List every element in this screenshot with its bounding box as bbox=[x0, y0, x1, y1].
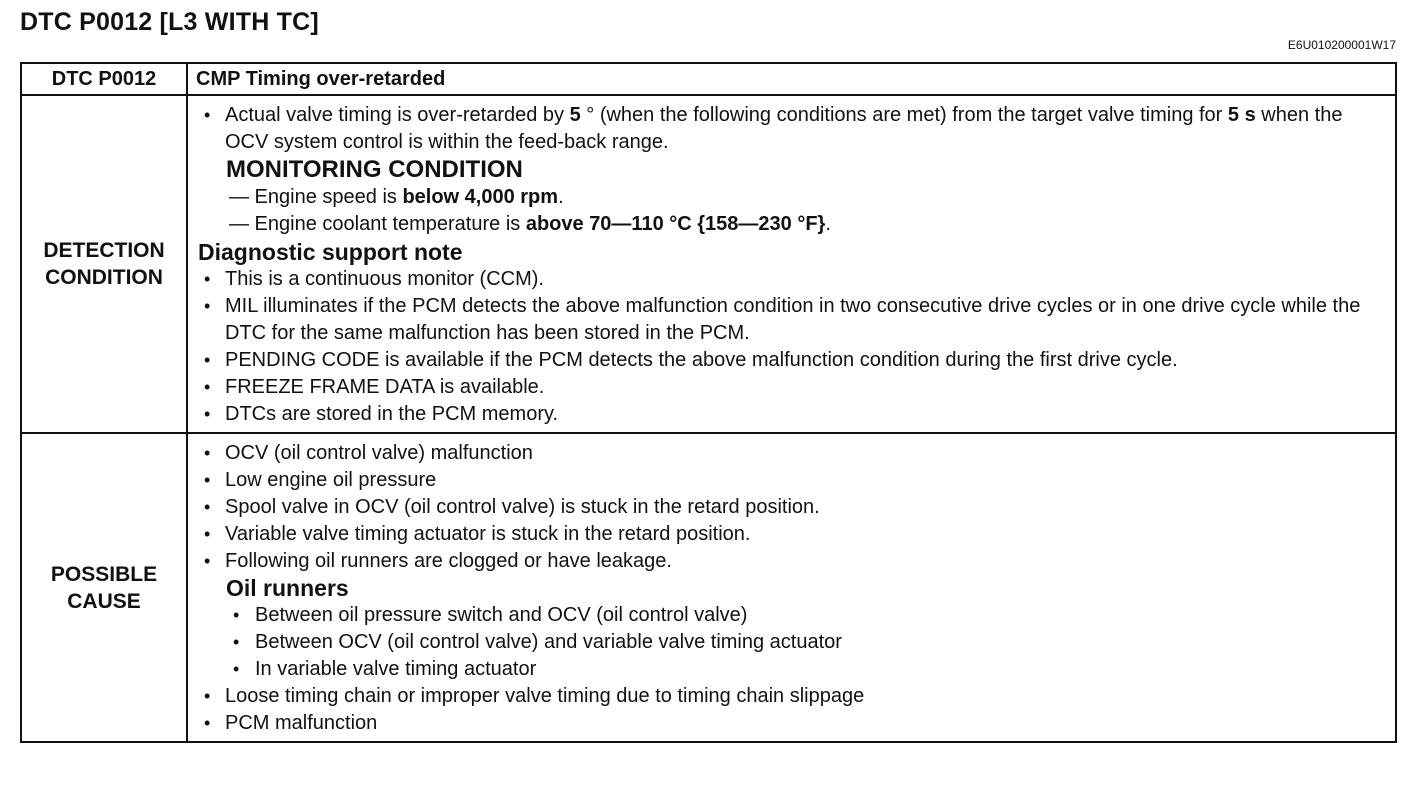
cause-item: • Spool valve in OCV (oil control valve) is stuck in the retard position. bbox=[198, 494, 1385, 521]
bold-text: 5 bbox=[569, 104, 581, 126]
monitoring-condition-heading: MONITORING CONDITION bbox=[226, 156, 523, 183]
cause-label-line2: CAUSE bbox=[67, 589, 141, 613]
header-dtc-code: DTC P0012 bbox=[21, 63, 187, 95]
cause-item: • PCM malfunction bbox=[198, 710, 1385, 737]
monitoring-condition-item bbox=[198, 184, 1385, 211]
header-row bbox=[21, 63, 1396, 95]
monitoring-condition-item bbox=[198, 211, 1385, 238]
detection-row bbox=[21, 95, 1396, 433]
oil-runner-item: • Between OCV (oil control valve) and variable valve timing actuator bbox=[198, 629, 1385, 656]
text: — Engine coolant temperature is bbox=[229, 213, 526, 235]
cause-item: • Following oil runners are clogged or have leakage. bbox=[198, 548, 1385, 575]
dtc-table bbox=[20, 62, 1397, 743]
oil-runner-item: • In variable valve timing actuator bbox=[198, 656, 1385, 683]
text: . bbox=[825, 213, 831, 235]
detection-bullet bbox=[198, 102, 1385, 156]
detection-condition-content bbox=[187, 95, 1396, 433]
text: Actual valve timing is over-retarded by bbox=[225, 104, 570, 126]
text: when the OCV system control is within the feed-back range. bbox=[225, 104, 1343, 153]
note-item: • FREEZE FRAME DATA is available. bbox=[198, 374, 1385, 401]
bold-text: below 4,000 rpm bbox=[402, 186, 559, 208]
detection-label-line2: CONDITION bbox=[45, 266, 163, 289]
bold-text: 5 s bbox=[1227, 104, 1256, 126]
detection-condition-label bbox=[21, 95, 187, 433]
text: ° (when the following conditions are met) from the target valve timing for bbox=[580, 104, 1228, 126]
note-item: • DTCs are stored in the PCM memory. bbox=[198, 401, 1385, 428]
possible-cause-row bbox=[21, 433, 1396, 742]
oil-runners-heading: Oil runners bbox=[226, 575, 349, 601]
diagnostic-note-heading: Diagnostic support note bbox=[198, 239, 463, 265]
cause-label-line1: POSSIBLE bbox=[50, 562, 158, 586]
cause-item: • OCV (oil control valve) malfunction bbox=[198, 440, 1385, 467]
note-item: • MIL illuminates if the PCM detects the above malfunction condition in two consecutive drive cycles or in one drive cycle while the DTC for the same malfunction has been stored in the PCM. bbox=[198, 293, 1385, 347]
page-title: DTC P0012 [L3 WITH TC] bbox=[20, 8, 319, 36]
text: . bbox=[558, 186, 564, 208]
bold-text: above 70—110 °C {158—230 °F} bbox=[525, 213, 826, 235]
possible-cause-label bbox=[21, 433, 187, 742]
note-item: • PENDING CODE is available if the PCM detects the above malfunction condition during the first drive cycle. bbox=[198, 347, 1385, 374]
cause-item: • Low engine oil pressure bbox=[198, 467, 1385, 494]
header-description: CMP Timing over-retarded bbox=[187, 63, 1396, 95]
cause-item: • Variable valve timing actuator is stuck in the retard position. bbox=[198, 521, 1385, 548]
document-code: E6U010200001W17 bbox=[1287, 38, 1396, 52]
note-item: • This is a continuous monitor (CCM). bbox=[198, 266, 1385, 293]
oil-runner-item: • Between oil pressure switch and OCV (oil control valve) bbox=[198, 602, 1385, 629]
text: — Engine speed is bbox=[229, 186, 403, 208]
possible-cause-content bbox=[187, 433, 1396, 742]
detection-label-line1: DETECTION bbox=[43, 239, 165, 262]
cause-item: • Loose timing chain or improper valve timing due to timing chain slippage bbox=[198, 683, 1385, 710]
